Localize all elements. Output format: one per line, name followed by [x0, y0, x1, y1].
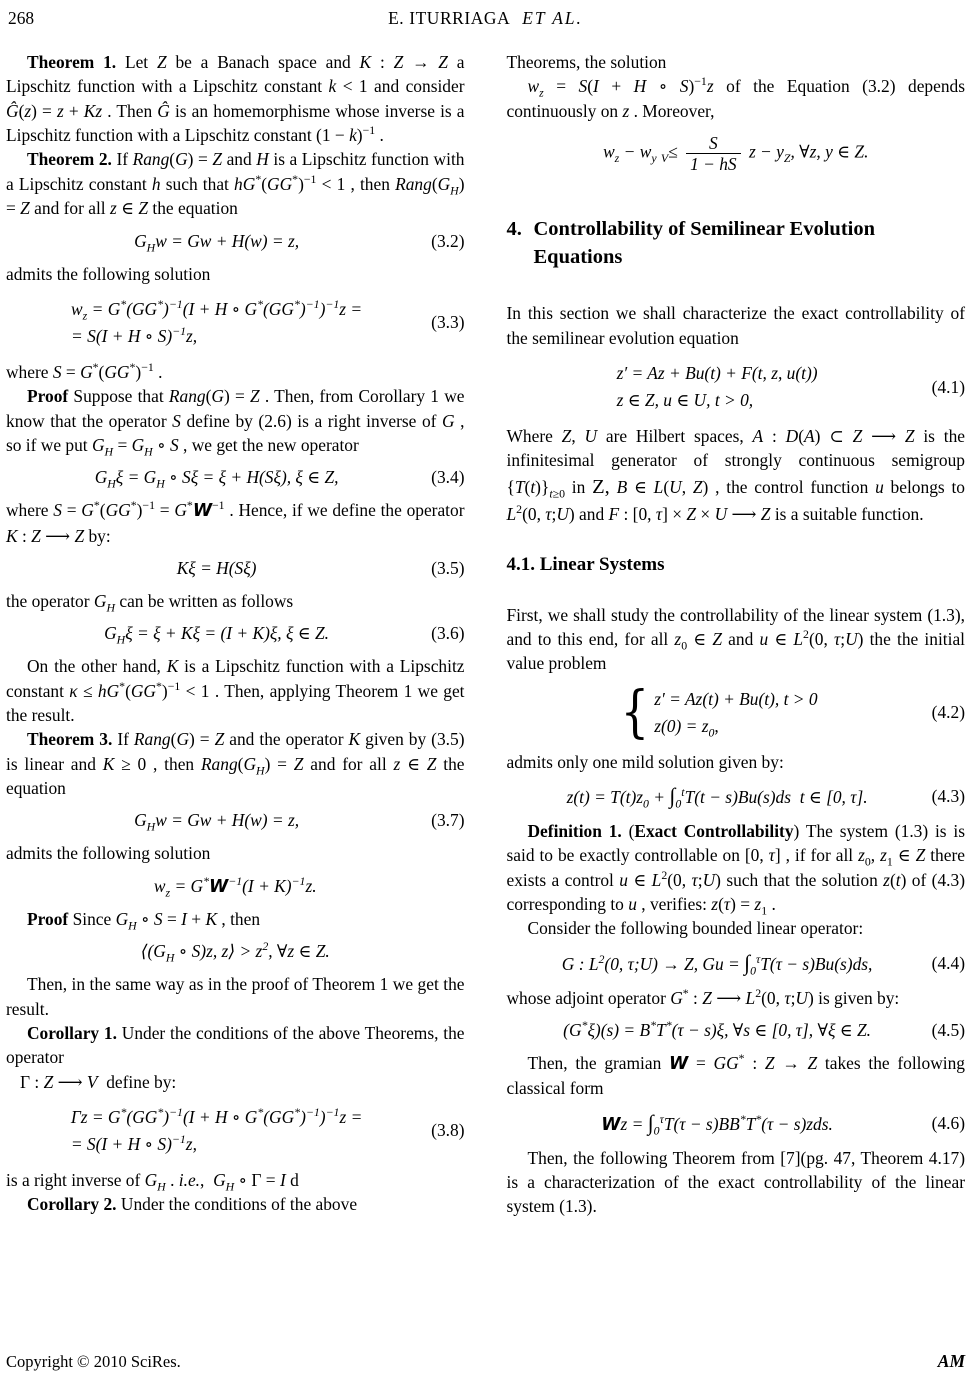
paragraph-admits-solution-1: admits the following solution [6, 263, 211, 284]
paragraph-in-this-section: In this section we shall characterize the exact controllability of the semilinear evolution equation [506, 303, 965, 348]
equation-norm-estimate: $w_z - w_y$ $_V$≤ $\frac{S}{1 - hS}$ $z - y_Z$, ∀z, y ∈ Z. [603, 133, 869, 175]
equation-number: (3.4) [431, 467, 465, 488]
paragraph-definition-1: Definition 1. (Exact Controllability) The system (1.3) is is said to be exactly controllable on [0, τ] , if for all $z_0$, $z_1$ ∈ Z there exists a control u ∈ $L^2(0$, τ;U) such that the solution z(t) of (4.3) corresponding to u , verifies: $z(\tau) = z_1$ . [506, 820, 965, 918]
two-column-body [6, 50, 965, 1219]
equation-number: (4.3) [931, 785, 965, 806]
paragraph-theorem-2: Theorem 2. If Rang(G) = Z and H is a Lipschitz function with a Lipschitz constant h such that $hG^*(GG^*)^{-1} < 1$ , then $Rang(G_H) = Z$ and for all z ∈ Z the equation [6, 149, 465, 219]
section-4-1-heading: 4.1. Linear Systems [506, 553, 665, 575]
equation-4-6: $Wz = \int_0^\tau T(\tau - s)BB^*T^*(\tau - s)zds$. (4.6) [601, 1110, 965, 1138]
equation-number: (3.8) [431, 1120, 465, 1141]
paragraph-right-inverse: is a right inverse of $G_H$ . i.e., $G_H$ ∘ Γ = I d [6, 1169, 299, 1194]
paragraph-gramian: Then, the gramian W = GG* : Z → Z takes the following classical form [506, 1051, 965, 1099]
paragraph-corollary-1: Corollary 1. Under the conditions of the above Theorems, the operator [6, 1022, 465, 1068]
cases-brace: { [620, 679, 649, 745]
equation-wz-solution: $w_z = G^*W^{-1}(I + K)^{-1}z$. [153, 874, 317, 900]
equation-number: (4.2) [931, 702, 965, 723]
paragraph-corollary-2: Corollary 2. Under the conditions of the above [27, 1194, 358, 1215]
paragraph-then-same-way: Then, in the same way as in the proof of Theorem 1 we get the result. [6, 974, 465, 1019]
paragraph-theorem-3: Theorem 3. If Rang(G) = Z and the operator K given by (3.5) is linear and K ≥ 0 , then $Rang(G_H) = Z$ and for all z ∈ Z the equation [6, 729, 465, 799]
left-column [6, 50, 465, 1219]
paragraph-proof-theorem-2: Proof Suppose that Rang(G) = Z . Then, from Corollary 1 we know that the operator S define by (2.6) is a right inverse of G , so if we put $G_H = G_H$ ∘ S , we get the new operator [6, 386, 465, 459]
equation-number: (4.1) [931, 376, 965, 397]
equation-3-3: $w_z = G^*(GG^*)^{-1}(I + H$ ∘ $G^*(GG^*)^{-1})^{-1}z$ = = S(I + H ∘ S)$^{-1}$z, (3.3) [71, 297, 465, 346]
paragraph-proof-theorem-3: Proof Since $G_H$ ∘ S = I + K , then [27, 908, 261, 933]
paragraph-adjoint-operator: whose adjoint operator G* : Z ⟶ $L^2(0$, τ;U) is given by: [506, 985, 900, 1008]
equation-number: (3.3) [431, 312, 465, 333]
running-head-authors: E. ITURRIAGA [388, 8, 511, 28]
equation-number: (3.6) [431, 623, 465, 644]
paragraph-operator-gh: the operator $G_H$ can be written as follows [6, 590, 294, 615]
paragraph-first-study: First, we shall study the controllability of the linear system (1.3), and to this end, for all $z_0$ ∈ Z and u ∈ $L^2(0$, τ;U) the the initial value problem [506, 604, 965, 674]
equation-number: (3.2) [431, 230, 465, 251]
equation-number: (4.6) [931, 1112, 965, 1133]
equation-3-7: $G_Hw = Gw + H(w) = z$, (3.7) [134, 810, 465, 834]
equation-3-6: $G_H\xi = \xi + K\xi = (I + K)\xi$, ξ ∈ Z. (3.6) [104, 623, 465, 647]
paragraph-theorem-1: Theorem 1. Let Z be a Banach space and K : Z → Z a Lipschitz function with a Lipschitz constant k < 1 and consider Ĝ(z) = z + Kz . Then Ĝ is an homemorphisme whose inverse is a Lipschitz function with a Lipschitz constant $(1 - k)^{-1}$ . [6, 52, 465, 146]
paragraph-where-s-w: where $S = G^*(GG^*)^{-1} = G^*W^{-1}$ . Hence, if we define the operator K : Z ⟶ Z by: [6, 498, 465, 546]
equation-3-4: $G_H\xi = G_H$ ∘ Sξ = ξ + H(Sξ), ξ ∈ Z, (3.4) [94, 467, 465, 491]
equation-3-5: Kξ = H(Sξ) (3.5) [176, 557, 465, 578]
equation-4-2: { z′ = Az(t) + Bu(t), t > 0 $z(0) = z_0$, (4.2) [620, 679, 965, 745]
paragraph-other-hand: On the other hand, K is a Lipschitz function with a Lipschitz constant $\kappa \le hG^*(GG^*)^{-1} < 1$ . Then, applying Theorem 1 we get the result. [6, 656, 465, 726]
paragraph-where-hilbert: Where Z, U are Hilbert spaces, A : D(A) ⊂ Z ⟶ Z is the infinitesimal generator of strongly continuous semigroup $\{T(t)\}_{t\ge 0}$ in Z, B ∈ L(U, Z) , the control function u belongs to $L^2(0$, τ;U) and F : [0, τ] × Z × U ⟶ Z is a suitable function. [506, 426, 966, 524]
paragraph-then-theorem-7: Then, the following Theorem from [7](pg. 47, Theorem 4.17) is a characterization of the exact controllability of the linear system (1.3). [506, 1147, 965, 1217]
equation-number: (4.5) [931, 1020, 965, 1041]
equation-3-2: $G_Hw = Gw + H(w) = z$, (3.2) [134, 230, 465, 254]
equation-number: (3.5) [431, 557, 465, 578]
equation-4-4: G : $L^2(0$, τ;U) → Z, $Gu = \int_0^\tau T(\tau - s)Bu(s)ds$, (4.4) [561, 950, 965, 978]
paragraph-consider-operator: Consider the following bounded linear operator: [527, 918, 864, 939]
equation-4-3: $z(t) = T(t)z_0 + \int_0^tT(t - s)Bu(s)ds$ t ∈ [0, τ]. (4.3) [566, 783, 965, 811]
paragraph-admits-solution-2: admits the following solution [6, 843, 211, 864]
right-column [507, 50, 966, 1219]
page-number: 268 [8, 8, 35, 28]
paragraph-gamma-operator: Γ : Z ⟶ V define by: [20, 1071, 177, 1092]
equation-number: (4.4) [931, 952, 965, 973]
page-header [6, 8, 965, 34]
journal-abbreviation: AM [937, 1351, 965, 1371]
equation-4-1: z′ = Az + Bu(t) + F(t, z, u(t)) z ∈ Z, u ∈ U, t > 0, (4.1) [616, 363, 965, 411]
equation-inner-product: $⟨(G_H$ ∘ S)z, z⟩ > $z^2$, ∀z ∈ Z. [140, 939, 330, 965]
paragraph-where-s: where $S = G^*(GG^*)^{-1}$ . [6, 360, 163, 382]
equation-number: (3.7) [431, 810, 465, 831]
running-head-etal: ET AL. [522, 8, 583, 28]
paragraph-admits-mild: admits only one mild solution given by: [506, 751, 784, 772]
paragraph-theorems-solution: Theorems, the solution [506, 52, 667, 72]
page-footer [6, 1351, 965, 1372]
running-head [6, 8, 965, 29]
section-4-heading: 4. Controllability of Semilinear Evolution Equations [506, 218, 876, 268]
copyright-text: Copyright © 2010 SciRes. [6, 1352, 181, 1371]
equation-3-8: $\Gamma z = G^*(GG^*)^{-1}(I + H$ ∘ $G^*(GG^*)^{-1})^{-1}z$ = = S(I + H ∘ S)$^{-1}$z, (3.8) [70, 1105, 465, 1154]
equation-4-5: (G*ξ)(s) = B*T*(τ − s)ξ, ∀s ∈ [0, τ], ∀ξ ∈ Z. (4.5) [563, 1018, 965, 1041]
paragraph-wz-depends: $w_z = S(I + H$ ∘ S)$^{-1}$z of the Equation (3.2) depends continuously on z . Moreover, [506, 74, 965, 121]
